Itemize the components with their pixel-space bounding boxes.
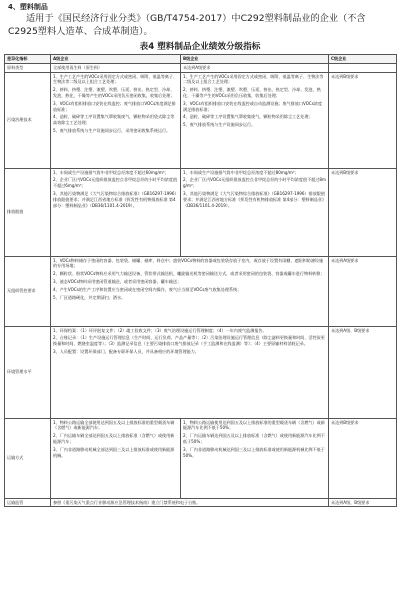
cell-paragraph: 3、厂内非道路移动机械达到国三及以上排放标准或使用新能源机械比例不低于50%。 xyxy=(183,446,325,458)
row-item: 原料类型 xyxy=(5,63,51,72)
cell-a: 全部使用再生料（原生料） xyxy=(51,63,181,72)
cell-paragraph: 1、环保档案：（1）环评批复文件；（2）竣工验收文件；（3）废气治理设施运行管理制度；（4）一年内废气监测报告。 xyxy=(53,327,267,333)
cell-b xyxy=(181,418,329,498)
cell-paragraph: 4、产生VOCs的生产工序和装置应当密闭或在密闭空间内操作，废气应当排至VOCs废气收集处理系统； xyxy=(53,286,242,292)
table-row xyxy=(5,498,397,507)
cell-a xyxy=(51,168,181,256)
cell-paragraph: 1、生产工艺产生的VOCs采用固定方式或密闭、吸附、低温等离子、生物法等二级及以上组合工艺处理； xyxy=(183,73,324,85)
table-row xyxy=(5,326,397,418)
cell-paragraph: 2、企业厂区内VOCs无组织排放监控点非甲烷总烃的小时平均浓度值不超过8mg/m³； xyxy=(183,177,326,189)
cell-c: 未达到A级要求 xyxy=(329,256,397,326)
performance-table xyxy=(4,54,397,507)
cell-ab xyxy=(51,326,329,418)
cell-c: 未达到A级、B级要求 xyxy=(329,326,397,418)
cell-paragraph: 2、厂内运输车辆全部达到国五及以上排放标准（含燃气）或使用新能源汽车； xyxy=(53,433,175,444)
row-item: 环境管理水平 xyxy=(5,326,51,418)
header-cell: 差异化指标 xyxy=(5,55,51,64)
cell-c xyxy=(329,63,397,72)
cell-paragraph: 3、人员配置：设置环保部门，配备专职环保人员，并具备相应的环境管理能力。 xyxy=(53,348,199,354)
row-item: 运输方式 xyxy=(5,418,51,498)
cell-paragraph: 3、其他污染物满足《大气污染物综合排放标准》（GB16297-1996）排放限值要求；并满足江西省地方标准《挥发性有机物排放标准 第4部分：塑料制品业》（DB36/1101.4-2019）。 xyxy=(53,190,177,208)
cell-paragraph: 1、VOCs物料储存于密闭的容器、包装袋、储罐、储库、料仓中；盛装VOCs物料的容器或包装袋存放于室内，或存放于设置有雨棚、遮阳和防渗设施的专用场地； xyxy=(53,257,324,269)
cell-paragraph: 3、其他污染物满足《大气污染物综合排放标准》（GB16297-1996）排放限值要求；并满足江西省地方标准《挥发性有机物排放标准 第4部分：塑料制品业》（DB36/1101.4-2019）。 xyxy=(183,190,325,208)
cell-paragraph: 3、VOCs有组织排放口安装在线监控或自动监测设施；废气排放口VOCs浓度满足排放标准； xyxy=(183,100,323,112)
cell-paragraph: 2、颗粒状、粉状VOCs物料应采用气力输送设备、管状带式输送机、螺旋输送机等密闭输送方式，或者采用密闭的包装袋、容器或罐车进行物料转移； xyxy=(53,271,325,277)
table-row xyxy=(5,418,397,498)
cell-paragraph: 2、台账记录：（1）生产设施运行管理信息（生产时间、运行负荷、产品产量等）；（2）污染治理设施运行管理信息（除尘滤料更换量和时间、活性炭更换量和时间、燃烧室温度等）；（3）监测记录信息（主要污染排放口废气排放记录（手工监测和在线监测）等）；（4）主要原辅材料消耗记录。 xyxy=(53,335,325,347)
cell-paragraph: 4、造粒、破碎等工序设置集气罩收集废气，颗粒物采用除尘工艺处理； xyxy=(183,114,313,120)
cell-c: 未达到A级、B级要求 xyxy=(329,498,397,507)
cell-c: 未达到B级要求 xyxy=(329,418,397,498)
table-row xyxy=(5,63,397,72)
cell-ab: 参照《重污染天气重点行业移动源应急管理技术指南》建立门禁系统和电子台账。 xyxy=(51,498,329,507)
row-item: 运输监管 xyxy=(5,498,51,507)
cell-paragraph: 2、厂内运输车辆达到国五及以上排放标准（含燃气）或使用新能源汽车比例不低于50%； xyxy=(183,433,325,444)
cell-paragraph: 3、VOCs有组织排放口安装在线监控；废气排放口VOCs浓度满足排放标准； xyxy=(53,100,176,112)
row-item: 污染治理技术 xyxy=(5,72,51,168)
cell-paragraph: 1、车间或生产设施排气筒中非甲烷总烃浓度不超过60mg/m³； xyxy=(53,169,169,175)
cell-paragraph: 4、造粒、破碎等工序设置集气罩收集废气，颗粒物采用袋式除尘等高效除尘工艺处理； xyxy=(53,114,175,126)
header-cell: A级企业 xyxy=(51,55,181,64)
cell-paragraph: 5、厂区道路硬化，并定期清扫、洒水。 xyxy=(53,294,126,300)
table-header-row xyxy=(5,55,397,64)
cell-paragraph: 1、物料公路运输使用达到国五及以上排放标准的重型载货车辆（含燃气）或新能源汽车比例不低于50%； xyxy=(183,419,325,431)
table-caption: 表4 塑料制品企业绩效分级指标 xyxy=(139,42,261,52)
cell-c: 未达到B级要求 xyxy=(329,168,397,256)
cell-paragraph: 1、生产工艺产生的VOCs采用固定方式或密闭、吸附、低温等离子、生物法等二级及以上组合工艺处理； xyxy=(53,73,178,85)
cell-b: 未达到A级要求 xyxy=(181,63,329,72)
cell-paragraph: 2、企业厂区内VOCs无组织排放监控点非甲烷总烃的小时平均浓度值不超过6mg/m³； xyxy=(53,177,178,189)
cell-a xyxy=(51,72,181,168)
table-row xyxy=(5,256,397,326)
cell-paragraph: 2、挤料、挤塑、注塑、滚塑、吹塑、压延、挤出、热定型、冷却、发泡、熟化、干燥等产生的VOCs采用负压收集，收集后处理； xyxy=(183,87,321,98)
row-item: 排放限值 xyxy=(5,168,51,256)
cell-b xyxy=(181,72,329,168)
row-item: 无组织管控要求 xyxy=(5,256,51,326)
cell-paragraph: 5、废气排放系统与生产设施同步运行。 xyxy=(183,122,256,128)
cell-ab xyxy=(51,256,329,326)
intro-text: 适用于《国民经济行业分类》（GB/T4754-2017）中C292塑料制品业的企业（不含C2925塑料人造革、合成革制造）。 xyxy=(8,13,366,37)
cell-c: 未达到B级要求 xyxy=(329,72,397,168)
header-cell: C级企业 xyxy=(329,55,397,64)
table-row xyxy=(5,72,397,168)
cell-paragraph: 3、液态VOCs物料采用密闭管道输送，或者采用密闭容器、罐车输送； xyxy=(53,278,182,284)
intro-paragraph xyxy=(8,12,394,38)
section-heading: 4、塑料制品 xyxy=(8,3,48,11)
cell-paragraph: 1、车间或生产设施排气筒中非甲烷总烃浓度不超过80mg/m³； xyxy=(183,169,299,175)
cell-paragraph: 2、挤料、挤塑、注塑、滚塑、吹塑、压延、挤出、热定型、冷却、发泡、熟化、干燥等产生的VOCs采用负压密闭收集，收集后处理； xyxy=(53,87,175,98)
cell-paragraph: 3、厂内非道路移动机械全部达到国三及以上排放标准或使用新能源机械。 xyxy=(53,446,175,458)
cell-paragraph: 1、物料公路运输全部使用达到国五及以上排放标准的重型载货车辆（含燃气）或新能源汽车； xyxy=(53,419,175,431)
table-row xyxy=(5,168,397,256)
cell-a xyxy=(51,418,181,498)
header-cell: B级企业 xyxy=(181,55,329,64)
cell-b xyxy=(181,168,329,256)
cell-paragraph: 5、废气排放系统与生产设施同步运行，采用密闭收集系统运行。 xyxy=(53,127,171,133)
